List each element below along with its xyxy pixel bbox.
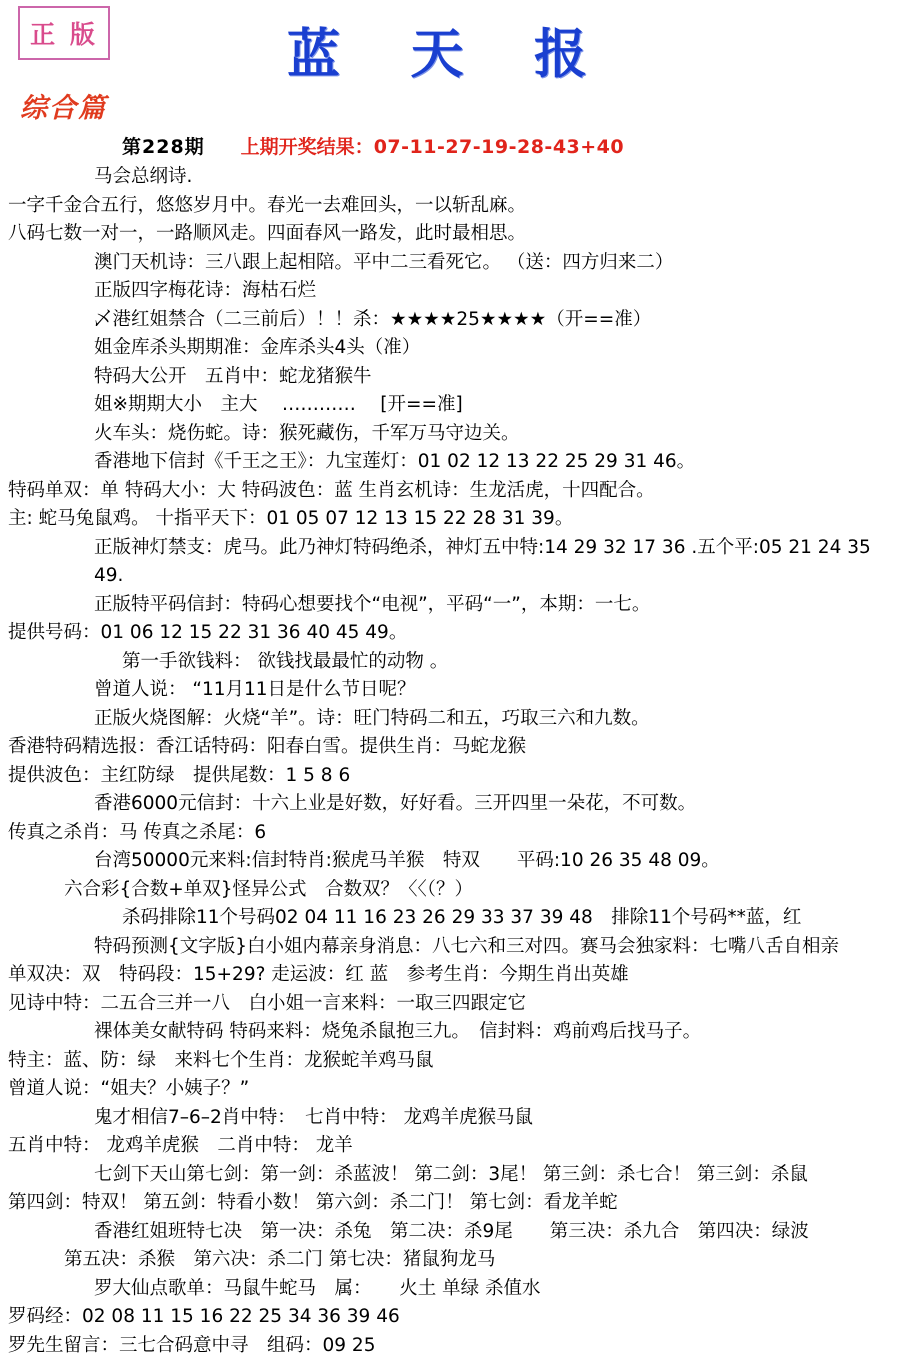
- content-line: 火车头：烧伤蛇。诗：猴死藏伤，千军万马守边关。: [8, 420, 892, 449]
- content-line: 香港6000元信封：十六上业是好数，好好看。三开四里一朵花，不可数。: [8, 790, 892, 819]
- content-line: 七剑下天山第七剑：第一剑：杀蓝波！ 第二剑：3尾！ 第三剑：杀七合！ 第三剑：杀鼠: [8, 1161, 892, 1190]
- content-line: 香港地下信封《千王之王》：九宝莲灯：01 02 12 13 22 25 29 31 46。: [8, 448, 892, 477]
- content-line: 传真之杀肖：马 传真之杀尾：6: [8, 819, 892, 848]
- issue-number: 第228期: [122, 132, 205, 159]
- content-line: 马会总纲诗.: [8, 163, 892, 192]
- content-line: 第五决：杀猴 第六决：杀二门 第七决：猪鼠狗龙马: [8, 1246, 892, 1275]
- content-line: 五肖中特： 龙鸡羊虎猴 二肖中特： 龙羊: [8, 1132, 892, 1161]
- content-line: 罗先生留言：三七合码意中寻 组码：09 25: [8, 1332, 892, 1360]
- content-line: 正版火烧图解：火烧“羊”。诗：旺门特码二和五，巧取三六和九数。: [8, 705, 892, 734]
- content-line: 提供号码：01 06 12 15 22 31 36 40 45 49。: [8, 619, 892, 648]
- content-line: 裸体美女献特码 特码来料：烧兔杀鼠抱三九。 信封料：鸡前鸡后找马子。: [8, 1018, 892, 1047]
- content-line: 第一手欲钱料： 欲钱找最最忙的动物 。: [8, 648, 892, 677]
- previous-result-value: 07-11-27-19-28-43+40: [374, 136, 624, 158]
- content-line: 正版特平码信封：特码心想要找个“电视”，平码“一”，本期：一七。: [8, 591, 892, 620]
- content-line: 正版神灯禁支：虎马。此乃神灯特码绝杀，神灯五中特:14 29 32 17 36 .五个平:05 21 24 35 49.: [8, 534, 892, 591]
- content-line: 香港特码精选报：香江话特码：阳春白雪。提供生肖：马蛇龙猴: [8, 733, 892, 762]
- content-line: 杀码排除11个号码02 04 11 16 23 26 29 33 37 39 48 排除11个号码**蓝，红: [8, 904, 892, 933]
- content-line: 特码预测{文字版}白小姐内幕亲身消息：八七六和三对四。赛马会独家料：七嘴八舌自相亲: [8, 933, 892, 962]
- section-subtitle: 综合篇: [20, 86, 107, 125]
- content-line: 第四剑：特双！ 第五剑：特看小数！ 第六剑：杀二门！ 第七剑：看龙羊蛇: [8, 1189, 892, 1218]
- content-line: 主: 蛇马兔鼠鸡。 十指平天下：01 05 07 12 13 15 22 28 31 39。: [8, 505, 892, 534]
- content-line: 六合彩{合数+单双}怪异公式 合数双？〈〈（？）: [8, 876, 892, 905]
- authentic-badge: 正 版: [18, 6, 110, 60]
- content-line: 澳门天机诗：三八跟上起相陪。平中二三看死它。 （送：四方归来二）: [8, 249, 892, 278]
- content-line: 香港红姐班特七决 第一决：杀兔 第二决：杀9尾 第三决：杀九合 第四决：绿波: [8, 1218, 892, 1247]
- content-lines: [8, 163, 892, 1360]
- content-line: 罗大仙点歌单：马鼠牛蛇马 属： 火土 单绿 杀值水: [8, 1275, 892, 1304]
- content-line: 提供波色：主红防绿 提供尾数：1 5 8 6: [8, 762, 892, 791]
- content-line: 姐※期期大小 主大 ………… [开==准]: [8, 391, 892, 420]
- content-line: 乄港红姐禁合（二三前后）！！杀：★★★★25★★★★（开==准）: [8, 306, 892, 335]
- content-line: 特码单双：单 特码大小：大 特码波色：蓝 生肖玄机诗：生龙活虎，十四配合。: [8, 477, 892, 506]
- content-line: 曾道人说： “11月11日是什么节日呢？: [8, 676, 892, 705]
- content-line: 罗码经：02 08 11 15 16 22 25 34 36 39 46: [8, 1303, 892, 1332]
- content-line: 八码七数一对一，一路顺风走。四面春风一路发，此时最相思。: [8, 220, 892, 249]
- content-line: 单双决：双 特码段：15+29? 走运波：红 蓝 参考生肖：今期生肖出英雄: [8, 961, 892, 990]
- content-line: 鬼才相信7–6–2肖中特： 七肖中特： 龙鸡羊虎猴马鼠: [8, 1104, 892, 1133]
- content-line: 特码大公开 五肖中：蛇龙猪猴牛: [8, 363, 892, 392]
- content-line: 正版四字梅花诗：海枯石烂: [8, 277, 892, 306]
- content-line: 曾道人说：“姐夫？小姨子？”: [8, 1075, 892, 1104]
- issue-row: [8, 132, 892, 159]
- content-line: 见诗中特：二五合三并一八 白小姐一言来料：一取三四跟定它: [8, 990, 892, 1019]
- content-line: 特主：蓝、防：绿 来料七个生肖：龙猴蛇羊鸡马鼠: [8, 1047, 892, 1076]
- content-line: 台湾50000元来料:信封特肖:猴虎马羊猴 特双 平码:10 26 35 48 09。: [8, 847, 892, 876]
- content-line: 姐金库杀头期期准：金库杀头4头（准）: [8, 334, 892, 363]
- page-header: [8, 0, 892, 96]
- previous-result-label: 上期开奖结果：: [241, 132, 374, 159]
- page-title: 蓝 天 报: [8, 12, 892, 88]
- content-line: 一字千金合五行，悠悠岁月中。春光一去难回头，一以斩乱麻。: [8, 192, 892, 221]
